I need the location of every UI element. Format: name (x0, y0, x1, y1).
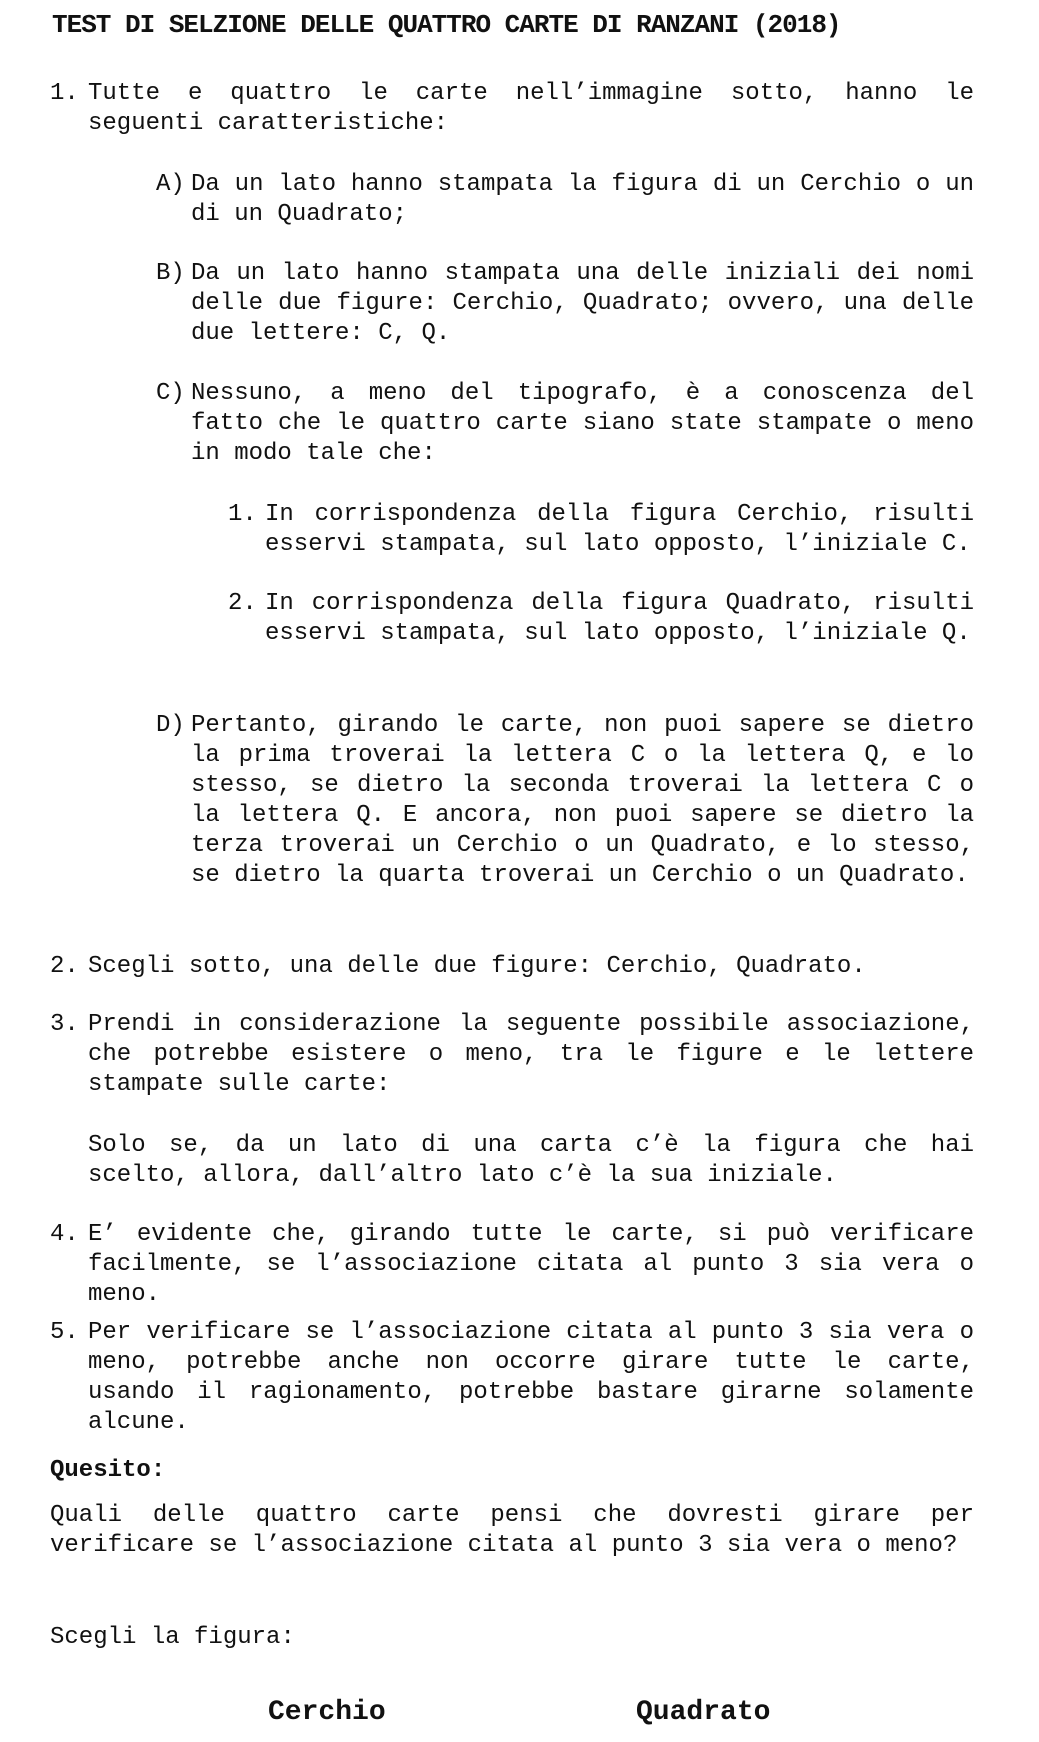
choose-label: Scegli la figura: (50, 1624, 295, 1651)
item-number: 1. (50, 80, 79, 107)
sub-b-text: Da un lato hanno stampata una delle iniziali dei nomi delle due figure: Cerchio, Quadrato; ovvero, una delle due lettere: C, Q. (191, 260, 974, 347)
option-quadrato[interactable]: Quadrato (636, 1697, 771, 1728)
sub-label: B) (156, 260, 185, 287)
item-2-text: Scegli sotto, una delle due figure: Cerchio, Quadrato. (88, 953, 866, 980)
subsub-1-text: In corrispondenza della figura Cerchio, risulti esservi stampata, sul lato opposto, l’iniziale C. (265, 501, 974, 558)
sub-d-text: Pertanto, girando le carte, non puoi sapere se dietro la prima troverai la lettera C o la lettera Q, e lo stesso, se dietro la seconda troverai la lettera C o la lettera Q. E ancora, non puoi sapere se dietro la terza troverai un Cerchio o un Quadrato, e lo stesso, se dietro la quarta troverai un Cerchio o un Quadrato. (191, 712, 974, 889)
subsub-2-text: In corrispondenza della figura Quadrato, risulti esservi stampata, sul lato opposto, l’iniziale Q. (265, 590, 974, 647)
item-number: 3. (50, 1011, 79, 1038)
item-4-text: E’ evidente che, girando tutte le carte, si può verificare facilmente, se l’associazione citata al punto 3 sia vera o meno. (88, 1221, 974, 1308)
sub-a-text: Da un lato hanno stampata la figura di un Cerchio o un di un Quadrato; (191, 171, 974, 228)
item-1-text: Tutte e quattro le carte nell’immagine sotto, hanno le seguenti caratteristiche: (88, 80, 974, 137)
association-statement: Solo se, da un lato di una carta c’è la figura che hai scelto, allora, dall’altro lato c’è la sua iniziale. (88, 1132, 974, 1189)
sub-label: C) (156, 380, 185, 407)
option-cerchio[interactable]: Cerchio (268, 1697, 386, 1728)
subsub-number: 1. (228, 501, 257, 528)
item-number: 2. (50, 953, 79, 980)
sub-c-text: Nessuno, a meno del tipografo, è a conoscenza del fatto che le quattro carte siano state stampate o meno in modo tale che: (191, 380, 974, 467)
subsub-number: 2. (228, 590, 257, 617)
question-text: Quali delle quattro carte pensi che dovresti girare per verificare se l’associazione citata al punto 3 sia vera o meno? (50, 1502, 974, 1559)
item-number: 4. (50, 1221, 79, 1248)
item-3-text: Prendi in considerazione la seguente possibile associazione, che potrebbe esistere o meno, tra le figure e le lettere stampate sulle carte: (88, 1011, 974, 1098)
item-5-text: Per verificare se l’associazione citata al punto 3 sia vera o meno, potrebbe anche non occorre girare tutte le carte, usando il ragionamento, potrebbe bastare girarne solamente alcune. (88, 1319, 974, 1436)
item-number: 5. (50, 1319, 79, 1346)
sub-label: A) (156, 171, 185, 198)
question-label: Quesito: (50, 1457, 166, 1484)
page-title: TEST DI SELZIONE DELLE QUATTRO CARTE DI RANZANI (2018) (52, 10, 841, 40)
sub-label: D) (156, 712, 185, 739)
